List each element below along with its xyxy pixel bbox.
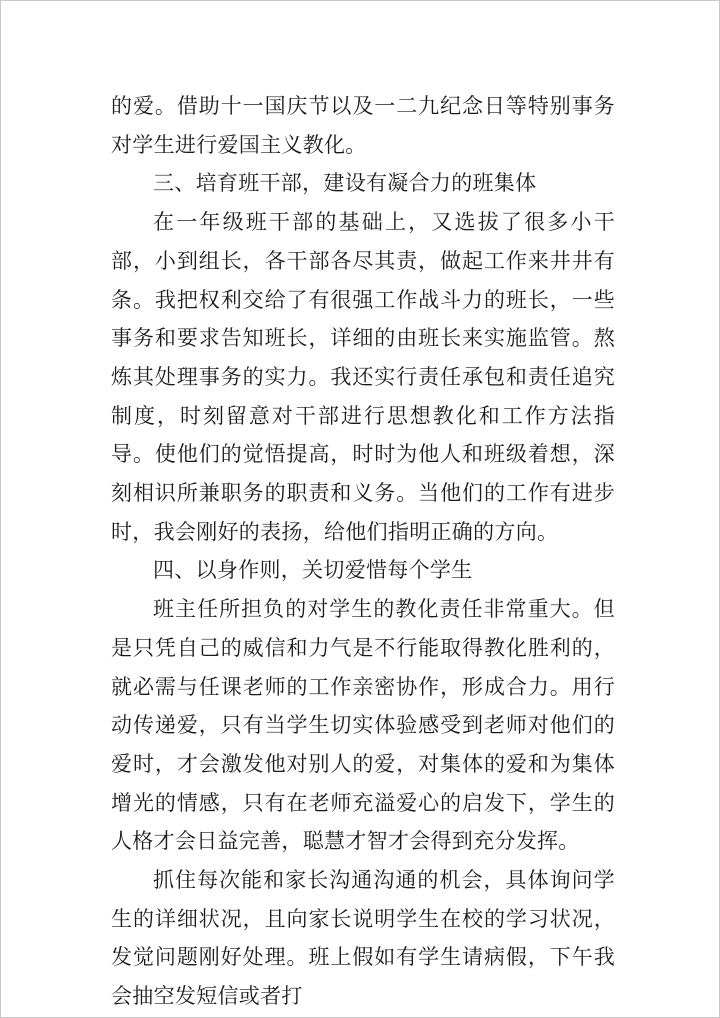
paragraph-teacher-responsibility: 班主任所担负的对学生的教化责任非常重大。但是只凭自己的威信和力气是不行能取得教化胜利的，就必需与任课老师的工作亲密协作，形成合力。用行动传递爱，只有当学生切实体验感受到老师对他们的爱时，才会激发他对别人的爱，对集体的爱和为集体增光的情感，只有在老师充溢爱心的启发下，学生的人格才会日益完善，聪慧才智才会得到充分发挥。 (111, 597, 615, 854)
heading-section-three: 三、培育班干部，建设有凝合力的班集体 (153, 171, 537, 196)
document-body (111, 87, 615, 1016)
paragraph-parent-communication: 抓住每次能和家长沟通沟通的机会，具体询问学生的详细状况，且向家长说明学生在校的学习状况，发觉问题刚好处理。班上假如有学生请病假，下午我会抽空发短信或者打 (111, 868, 615, 1009)
paragraph-patriotic-education: 的爱。借助十一国庆节以及一二九纪念日等特别事务对学生进行爱国主义教化。 (111, 94, 615, 157)
paragraph-class-cadres: 在一年级班干部的基础上，又选拔了很多小干部，小到组长，各干部各尽其责，做起工作来井井有条。我把权利交给了有很强工作战斗力的班长，一些事务和要求告知班长，详细的由班长来实施监管。熬炼其处理事务的实力。我还实行责任承包和责任追究制度，时刻留意对干部进行思想教化和工作方法指导。使他们的觉悟提高，时时为他人和班级着想，深刻相识所兼职务的职责和义务。当他们的工作有进步时，我会刚好的表扬，给他们指明正确的方向。 (111, 210, 615, 544)
heading-section-four: 四、以身作则，关切爱惜每个学生 (153, 558, 473, 583)
